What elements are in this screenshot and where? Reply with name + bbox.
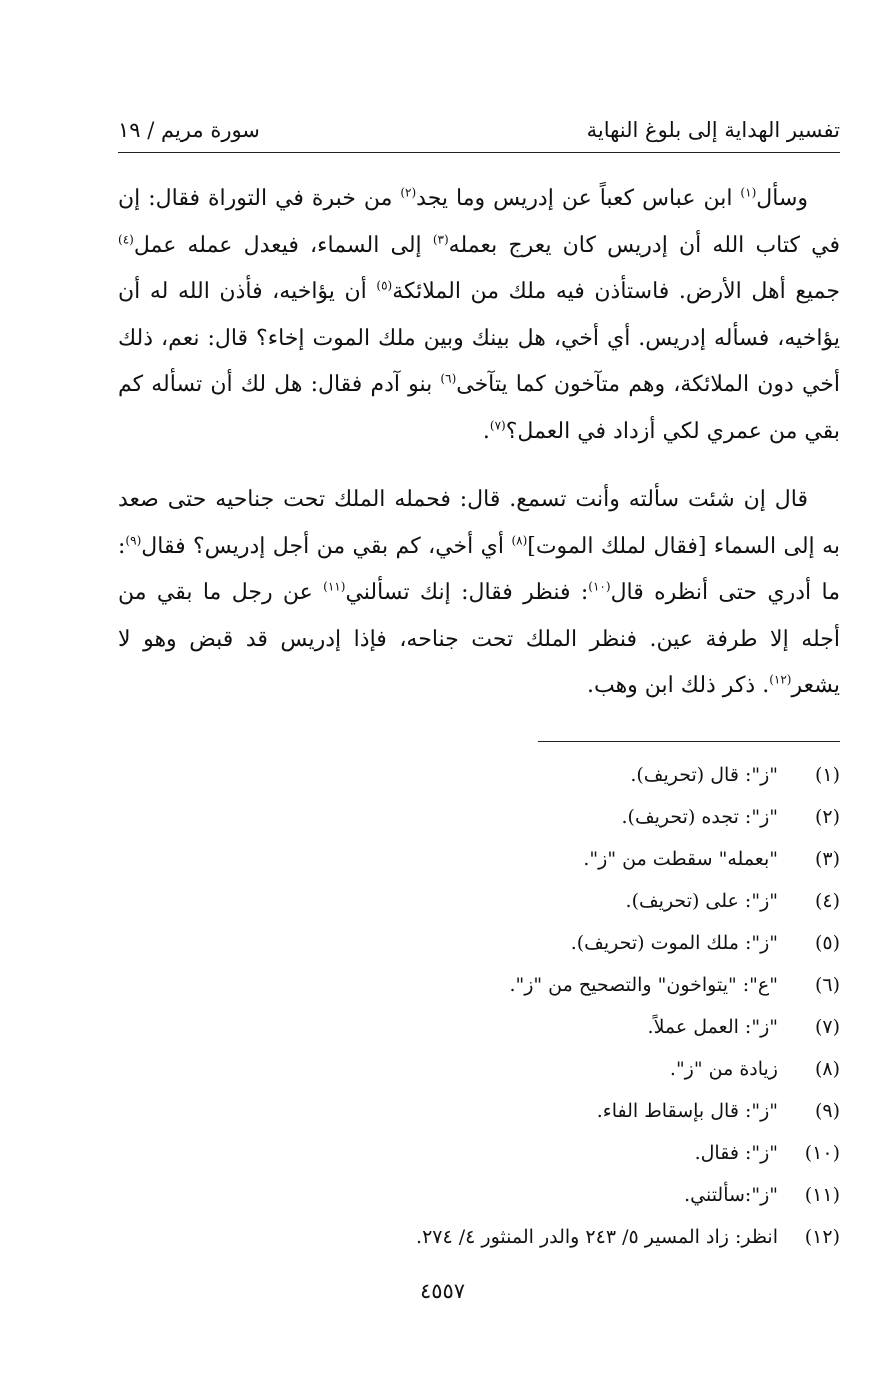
footnote-number: (٣) <box>814 848 840 870</box>
footnote-number: (١٢) <box>804 1226 840 1248</box>
text-run: بنو آدم فقال: هل لك أن تسأله كم بقي من عمري لكي أزداد في العمل؟ <box>118 372 840 444</box>
footnote-number: (٢) <box>814 806 840 828</box>
footnote-text: "ز": فقال. <box>694 1142 778 1164</box>
footnote-item <box>118 880 840 922</box>
footnote-text: "ز": العمل عملاً. <box>647 1016 778 1038</box>
surah-reference: سورة مريم / ١٩ <box>118 118 260 142</box>
footnote-number: (٦) <box>814 974 840 996</box>
footnote-text: "ز": ملك الموت (تحريف). <box>570 932 778 954</box>
text-run: وسأل <box>756 186 808 211</box>
footnote-item <box>118 838 840 880</box>
footnote-number: (٧) <box>814 1016 840 1038</box>
paragraph-1 <box>118 176 840 455</box>
text-run: قال إن شئت سألته وأنت تسمع. قال: فحمله الملك تحت جناحيه حتى صعد به إلى السماء [فقال لملك الموت] <box>118 487 841 559</box>
text-run: ابن عباس كعباً عن إدريس وما يجد <box>416 186 741 211</box>
footnote-item <box>118 922 840 964</box>
footnote-number: (٩) <box>814 1100 840 1122</box>
footnote-text: زيادة من "ز". <box>669 1058 778 1080</box>
footnote-ref: (٧) <box>489 418 506 433</box>
text-run: : ما أدري حتى أنظره قال <box>118 533 840 605</box>
text-run: أن يؤاخيه، فأذن الله له أن يؤاخيه، فسأله إدريس. أي أخي، هل بينك وبين ملك الموت إخاء؟ قال: نعم، ذلك أخي دون الملائكة، وهم متآخون كما يتآخى <box>118 279 840 397</box>
text-run: من خبرة في التوراة فقال: إن في كتاب الله أن إدريس كان يعرج بعمله <box>118 186 840 258</box>
footnote-text: "ز": تجده (تحريف). <box>621 806 778 828</box>
footnote-number: (١١) <box>804 1184 840 1206</box>
book-title: تفسير الهداية إلى بلوغ النهاية <box>586 118 840 142</box>
footnote-item <box>118 1090 840 1132</box>
footnote-ref: (٢) <box>400 185 417 200</box>
footnote-text: انظر: زاد المسير ٥/ ٢٤٣ والدر المنثور ٤/ ٢٧٤. <box>416 1226 778 1248</box>
text-run: . ذكر ذلك ابن وهب. <box>586 673 770 698</box>
footnote-ref: (١٢) <box>769 672 792 687</box>
footnote-number: (٥) <box>814 932 840 954</box>
footnote-item <box>118 796 840 838</box>
text-run: جميع أهل الأرض. فاستأذن فيه ملك من الملائكة <box>392 279 841 304</box>
running-header <box>118 112 840 153</box>
footnote-item <box>118 1048 840 1090</box>
footnote-number: (٤) <box>814 890 840 912</box>
footnote-separator <box>538 741 840 742</box>
footnotes <box>118 754 840 1258</box>
paragraph-2 <box>118 477 840 710</box>
text-run: . <box>482 418 490 444</box>
main-text <box>118 176 840 710</box>
footnote-item <box>118 1216 840 1258</box>
footnote-text: "ز": على (تحريف). <box>625 890 778 912</box>
footnote-number: (٨) <box>814 1058 840 1080</box>
footnote-text: "ع": "يتواخون" والتصحيح من "ز". <box>509 974 778 996</box>
footnote-ref: (١٠) <box>588 579 611 594</box>
footnote-item <box>118 754 840 796</box>
footnote-ref: (١) <box>740 185 757 200</box>
footnote-number: (١٠) <box>804 1142 840 1164</box>
text-run: : فنظر فقال: إنك تسألني <box>345 580 589 605</box>
footnote-item <box>118 1006 840 1048</box>
footnote-ref: (٨) <box>511 533 528 548</box>
footnote-item <box>118 1174 840 1216</box>
text-run: عن رجل ما بقي من أجله إلا طرفة عين. فنظر الملك تحت جناحه، فإذا إدريس قد قبض وهو لا يشعر <box>118 580 841 698</box>
footnote-item <box>118 1132 840 1174</box>
footnote-ref: (١١) <box>323 579 346 594</box>
footnote-item <box>118 964 840 1006</box>
footnote-ref: (٤) <box>118 232 134 247</box>
footnote-ref: (٥) <box>376 278 393 293</box>
footnote-text: "ز":سألتني. <box>684 1184 778 1206</box>
footnote-text: "ز": قال (تحريف). <box>630 764 778 786</box>
footnote-ref: (٩) <box>125 533 142 548</box>
page-number: ٤٥٥٧ <box>419 1279 466 1303</box>
footnote-ref: (٦) <box>440 371 457 386</box>
text-run: أي أخي، كم بقي من أجل إدريس؟ فقال <box>141 533 512 559</box>
text-run: إلى السماء، فيعدل عمله عمل <box>133 232 433 258</box>
footnote-text: "ز": قال بإسقاط الفاء. <box>596 1100 778 1122</box>
footnote-text: "بعمله" سقطت من "ز". <box>583 848 778 870</box>
footnote-ref: (٣) <box>432 232 449 247</box>
footnote-number: (١) <box>814 764 840 786</box>
